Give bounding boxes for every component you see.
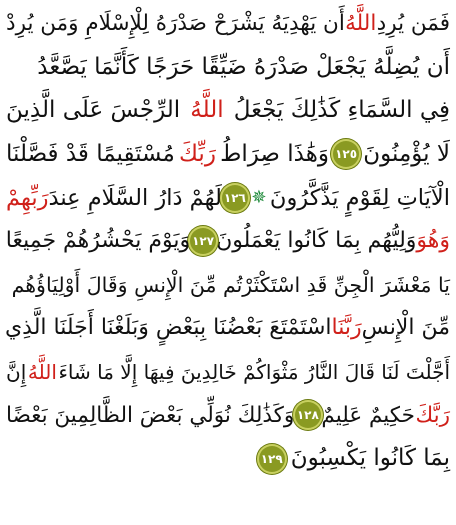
text-segment: بِمَا كَانُوا يَكْسِبُونَ: [290, 445, 450, 472]
divine-name: رَبِّكَ: [179, 140, 216, 167]
text-segment: إِنَّ: [6, 359, 27, 384]
verse-line-8: [6, 307, 450, 351]
divine-name: رَبَّكَ: [415, 402, 450, 428]
text-segment: فَمَن يُرِدِ: [376, 11, 450, 36]
text-segment: لَا يُؤْمِنُونَ: [363, 140, 450, 167]
ayah-number-marker: ١٢٨: [295, 402, 321, 428]
ayah-number-marker: ١٢٥: [333, 141, 359, 167]
text-segment: أَن يُضِلَّهُ يَجْعَلْ صَدْرَهُ ضَيِّقًا حَرَجًا كَأَنَّمَا يَصَّعَّدُ: [37, 53, 450, 80]
verse-line-4: [6, 133, 450, 177]
divine-name: رَبِّهِمْ: [6, 184, 49, 211]
text-segment: أَن يَهْدِيَهُ يَشْرَحْ صَدْرَهُ لِلْإِسْلَامِ وَمَن يُرِدْ: [6, 11, 345, 36]
text-segment: يَا مَعْشَرَ الْجِنِّ قَدِ اسْتَكْثَرْتُم مِّنَ الْإِنسِ وَقَالَ أَوْلِيَاؤُهُم: [11, 272, 450, 297]
text-segment: أَجَّلْتَ لَنَا قَالَ النَّارُ مَثْوَاكُمْ خَالِدِينَ فِيهَا إِلَّا مَا شَاءَ: [58, 359, 450, 384]
text-segment: الْآيَاتِ لِقَوْمٍ يَذَّكَّرُونَ: [269, 184, 450, 211]
verse-line-9: [6, 350, 450, 394]
divine-name: اللَّهُ: [345, 11, 377, 36]
divine-name: اللَّهُ: [190, 97, 224, 124]
text-segment: الرِّجْسَ عَلَى الَّذِينَ: [6, 97, 181, 124]
verse-line-5: [6, 176, 450, 220]
text-segment: مِّنَ الْإِنسِ: [361, 315, 450, 341]
text-segment: فِي السَّمَاءِ كَذَٰلِكَ يَجْعَلُ: [233, 97, 450, 124]
verse-line-1: [6, 2, 450, 46]
text-segment: وَكَذَٰلِكَ نُوَلِّي بَعْضَ الظَّالِمِينَ بَعْضًا: [6, 402, 295, 428]
divine-name: اللَّهُ: [27, 359, 57, 384]
verse-line-7: [6, 263, 450, 307]
text-segment: وَيَوْمَ يَحْشُرُهُمْ جَمِيعًا: [5, 228, 191, 254]
text-segment: مُسْتَقِيمًا قَدْ فَصَّلْنَا: [6, 140, 175, 167]
text-segment: وَلِيُّهُم بِمَا كَانُوا يَعْمَلُونَ: [216, 228, 417, 254]
verse-line-11: [6, 437, 450, 481]
text-segment: اسْتَمْتَعَ بَعْضُنَا بِبَعْضٍ وَبَلَغْنَا أَجَلَنَا الَّذِي: [4, 315, 332, 341]
divine-name: رَبَّنَا: [331, 315, 362, 341]
sajdah-star-icon: ✵: [251, 186, 267, 208]
ayah-number-marker: ١٢٦: [222, 185, 248, 211]
text-segment: وَهَٰذَا صِرَاطُ: [220, 140, 329, 167]
text-segment: حَكِيمٌ عَلِيمٌ: [321, 402, 415, 428]
verse-line-3: [6, 89, 450, 133]
verse-line-2: [6, 46, 450, 90]
verse-line-6: [6, 220, 450, 264]
ayah-number-marker: ١٢٩: [259, 446, 285, 472]
ayah-number-marker: ١٢٧: [190, 228, 216, 254]
text-segment: لَهُمْ دَارُ السَّلَامِ عِندَ: [48, 184, 222, 211]
verse-line-10: [6, 394, 450, 438]
divine-name: وَهُوَ: [416, 228, 450, 254]
